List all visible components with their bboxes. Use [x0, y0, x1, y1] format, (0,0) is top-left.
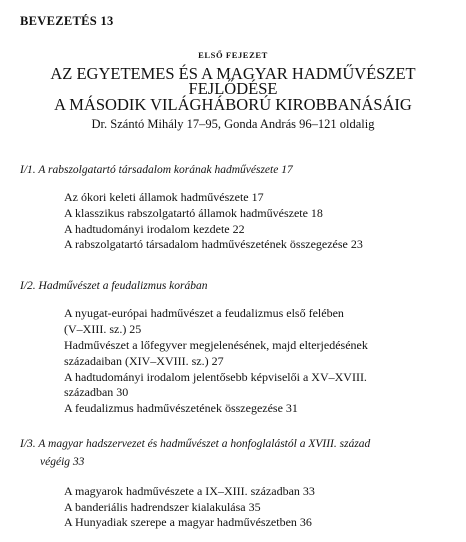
toc-entry: A hadtudományi irodalom jelentősebb képviselői a XV–XVIII. — [64, 370, 367, 384]
toc-entry: A banderiális hadrendszer kialakulása 35 — [64, 500, 261, 514]
toc-entry: (V–XIII. sz.) 25 — [64, 322, 142, 336]
chapter-title-line-2: FEJLŐDÉSE — [188, 79, 278, 98]
toc-entry: században 30 — [64, 385, 129, 399]
chapter-title-line-3: A MÁSODIK VILÁGHÁBORÚ KIROBBANÁSÁIG — [54, 95, 412, 114]
toc-entry: A hadtudományi irodalom kezdete 22 — [64, 222, 245, 236]
chapter-authors: Dr. Szántó Mihály 17–95, Gonda András 96–121 oldalig — [91, 117, 375, 131]
section-title: I/2. Hadművészet a feudalizmus korában — [20, 280, 208, 292]
toc-entry: A feudalizmus hadművészetének összegezése 31 — [64, 401, 298, 415]
toc-entry: Az ókori keleti államok hadművészete 17 — [64, 190, 264, 204]
chapter-title-line-1: AZ EGYETEMES ÉS A MAGYAR HADMŰVÉSZET — [50, 64, 416, 83]
toc-entry: A nyugat-európai hadművészet a feudalizmus első felében — [64, 306, 344, 320]
toc-entry: A magyarok hadművészete a IX–XIII. században 33 — [64, 484, 315, 498]
chapter-label: ELSŐ FEJEZET — [198, 50, 268, 60]
toc-entry: A Hunyadiak szerepe a magyar hadművészetben 36 — [64, 515, 312, 529]
running-header: BEVEZETÉS 13 — [20, 14, 114, 28]
section-title-continued: végéig 33 — [40, 456, 85, 468]
section-title: I/3. A magyar hadszervezet és hadművészet a honfoglalástól a XVIII. század — [20, 438, 371, 450]
section-title: I/1. A rabszolgatartó társadalom korának hadművészete 17 — [20, 164, 293, 176]
toc-entry: századaiban (XIV–XVIII. sz.) 27 — [64, 354, 224, 368]
toc-entry: Hadművészet a lőfegyver megjelenésének, majd elterjedésének — [64, 338, 368, 352]
toc-entry: A klasszikus rabszolgatartó államok hadművészete 18 — [64, 206, 323, 220]
toc-entry: A rabszolgatartó társadalom hadművészetének összegezése 23 — [64, 237, 363, 251]
